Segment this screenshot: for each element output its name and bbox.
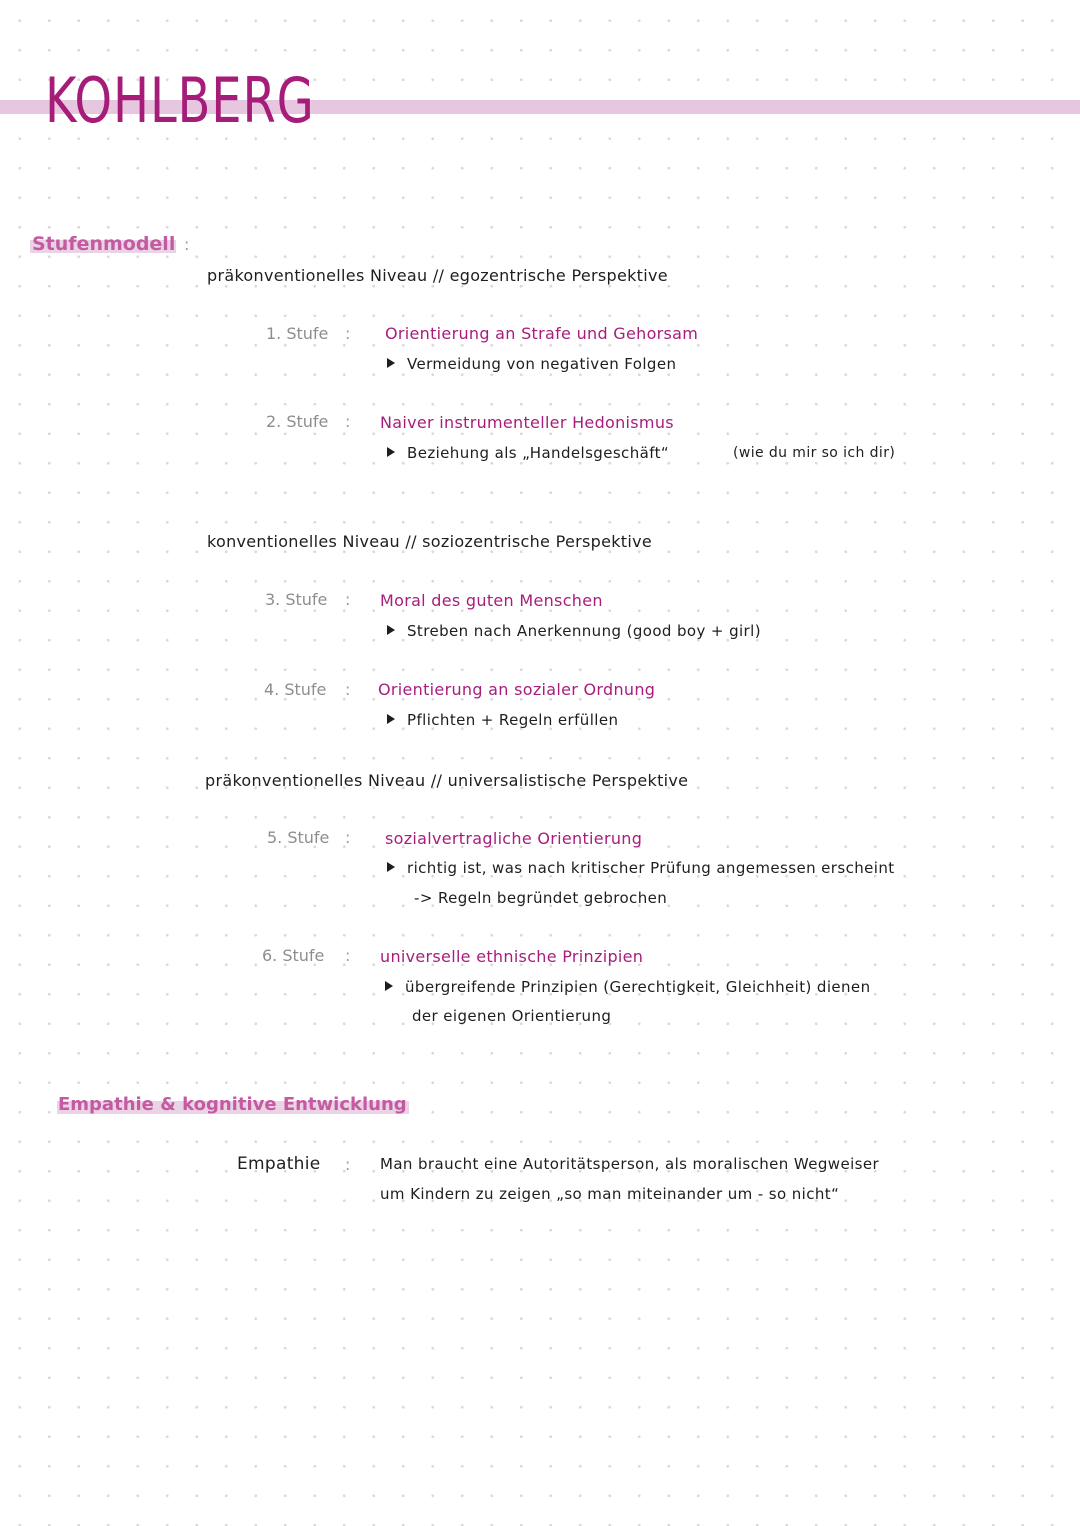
stage-line: -> Regeln begründet gebrochen: [414, 889, 668, 907]
section-title-stufenmodell: Stufenmodell: [32, 233, 176, 255]
stage-heading-1: Orientierung an Strafe und Gehorsam: [385, 324, 699, 343]
stage-line: übergreifende Prinzipien (Gerechtigkeit, Gleichheit) dienen: [385, 978, 870, 996]
stage-colon-2: :: [345, 412, 351, 431]
bullet-icon: [387, 714, 395, 724]
stage-line: Pflichten + Regeln erfüllen: [387, 711, 618, 729]
stage-line: Beziehung als „Handelsgeschäft“: [387, 444, 669, 462]
stage-label-5: 5. Stufe: [267, 828, 330, 847]
stage-label-3: 3. Stufe: [265, 590, 328, 609]
stage-colon-3: :: [345, 590, 351, 609]
stage-label-2: 2. Stufe: [266, 412, 329, 431]
stage-colon-5: :: [345, 828, 351, 847]
bullet-icon: [387, 625, 395, 635]
bullet-icon: [385, 981, 393, 991]
bullet-icon: [387, 447, 395, 457]
bullet-icon: [387, 358, 395, 368]
stage-heading-6: universelle ethnische Prinzipien: [380, 947, 644, 966]
empathie-line: um Kindern zu zeigen „so man miteinander um - so nicht“: [380, 1185, 840, 1203]
stage-label-1: 1. Stufe: [266, 324, 329, 343]
stage-line: Vermeidung von negativen Folgen: [387, 355, 676, 373]
stage-heading-2: Naiver instrumenteller Hedonismus: [380, 413, 674, 432]
level-heading-3: präkonventionelles Niveau // universalistische Perspektive: [205, 771, 689, 790]
stage-colon-6: :: [345, 946, 351, 965]
empathie-colon: :: [345, 1155, 351, 1174]
stage-heading-4: Orientierung an sozialer Ordnung: [378, 680, 656, 699]
stage-colon-1: :: [345, 324, 351, 343]
level-heading-2: konventionelles Niveau // soziozentrische Perspektive: [207, 532, 653, 551]
level-heading-1: präkonventionelles Niveau // egozentrische Perspektive: [207, 266, 668, 285]
stage-label-4: 4. Stufe: [264, 680, 327, 699]
stage-line: Streben nach Anerkennung (good boy + girl): [387, 622, 761, 640]
stage-heading-3: Moral des guten Menschen: [380, 591, 603, 610]
stage-line: der eigenen Orientierung: [412, 1007, 612, 1025]
bullet-icon: [387, 862, 395, 872]
stage-heading-5: sozialvertragliche Orientierung: [385, 829, 643, 848]
stage-colon-4: :: [345, 680, 351, 699]
stage-line: richtig ist, was nach kritischer Prüfung angemessen erscheint: [387, 859, 895, 877]
stage-note: (wie du mir so ich dir): [733, 445, 896, 461]
page-title: KOHLBERG: [45, 64, 315, 137]
empathie-line: Man braucht eine Autoritätsperson, als moralischen Wegweiser: [380, 1155, 880, 1173]
section-colon: :: [184, 235, 190, 254]
section-title-empathie: Empathie & kognitive Entwicklung: [58, 1094, 407, 1115]
empathie-term: Empathie: [237, 1154, 321, 1174]
stage-label-6: 6. Stufe: [262, 946, 325, 965]
